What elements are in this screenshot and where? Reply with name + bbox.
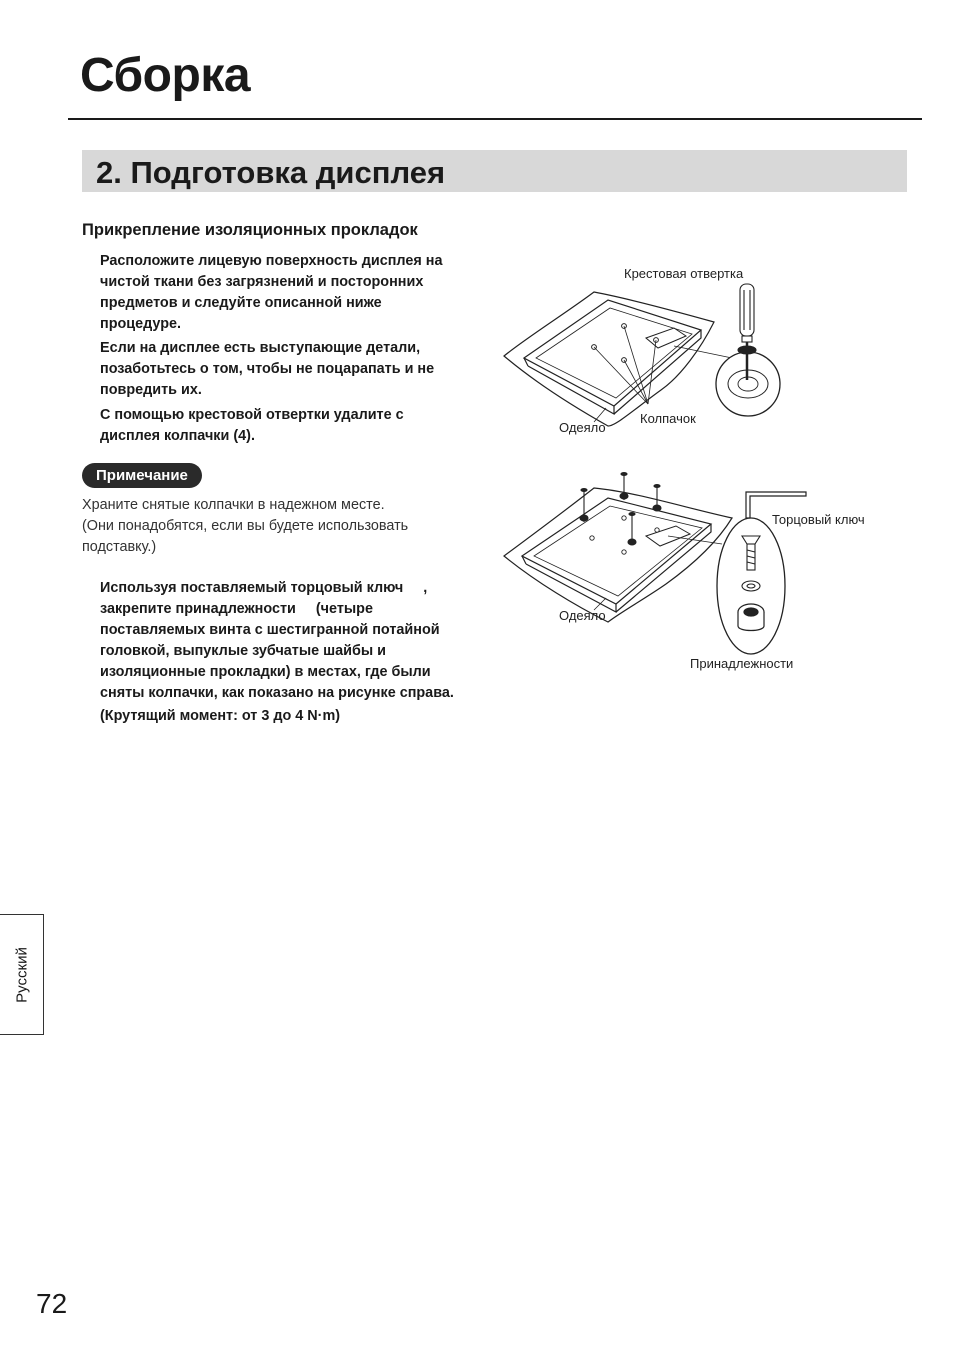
step-1-line: предметов и следуйте описанной ниже <box>100 295 382 311</box>
step-2-line: повредить их. <box>100 382 202 398</box>
step-4-line: сняты колпачки, как показано на рисунке справа. <box>100 685 454 701</box>
page-number: 72 <box>36 1288 68 1319</box>
step-4-line: поставляемых винта с шестигранной потайной <box>100 622 440 638</box>
section-header-bar <box>82 150 907 192</box>
title-divider <box>68 118 922 120</box>
insulation-spacer-icon <box>738 604 764 631</box>
page-title: Сборка <box>80 49 251 102</box>
language-tab <box>0 914 44 1035</box>
torque-spec: (Крутящий момент: от 3 до 4 N·m) <box>100 708 341 724</box>
note-line: подставку.) <box>82 539 157 555</box>
display-panel-icon <box>524 300 701 414</box>
step-2-line: Если на дисплее есть выступающие детали, <box>100 340 421 356</box>
step-4-line: закрепите принадлежности (четыре <box>100 601 373 617</box>
language-tab-label: Русский <box>13 947 31 1003</box>
step-1-line: Расположите лицевую поверхность дисплея на <box>100 253 443 269</box>
blanket-icon <box>504 292 714 426</box>
step-1-text <box>100 251 490 335</box>
step-4-line: головкой, выпуклые зубчатые шайбы и <box>100 643 387 659</box>
step-1-line: чистой ткани без загрязнений и посторонних <box>100 274 424 290</box>
step-3-line: дисплея колпачки (4). <box>100 428 255 444</box>
note-line: Храните снятые колпачки в надежном месте. <box>82 497 385 513</box>
step-2-line: позаботьтесь о том, чтобы не поцарапать и не <box>100 361 435 377</box>
step-3-text <box>100 405 490 447</box>
accessories-label: Принадлежности <box>690 656 794 671</box>
display-panel-icon <box>522 498 711 612</box>
figure-remove-caps <box>496 258 796 448</box>
section-title: 2. Подготовка дисплея <box>96 155 446 190</box>
figure-attach-accessories <box>496 466 896 681</box>
subsection-heading: Прикрепление изоляционных прокладок <box>82 221 418 239</box>
step-4-text <box>100 578 500 704</box>
hex-wrench-label: Торцовый ключ <box>772 512 865 527</box>
step-1-line: процедуре. <box>100 316 182 332</box>
step-2-text <box>100 338 490 401</box>
blanket-label: Одеяло <box>559 608 606 623</box>
blanket-label: Одеяло <box>559 420 606 435</box>
step-4-line: изоляционные прокладки) в местах, где были <box>100 664 431 680</box>
note-line: (Они понадобятся, если вы будете использовать <box>82 518 409 534</box>
note-badge: Примечание <box>82 463 202 488</box>
step-3-line: С помощью крестовой отвертки удалите с <box>100 407 404 423</box>
cap-label: Колпачок <box>640 411 696 426</box>
step-4-line: Используя поставляемый торцовый ключ , <box>100 580 428 596</box>
screwdriver-label: Крестовая отвертка <box>624 266 744 281</box>
